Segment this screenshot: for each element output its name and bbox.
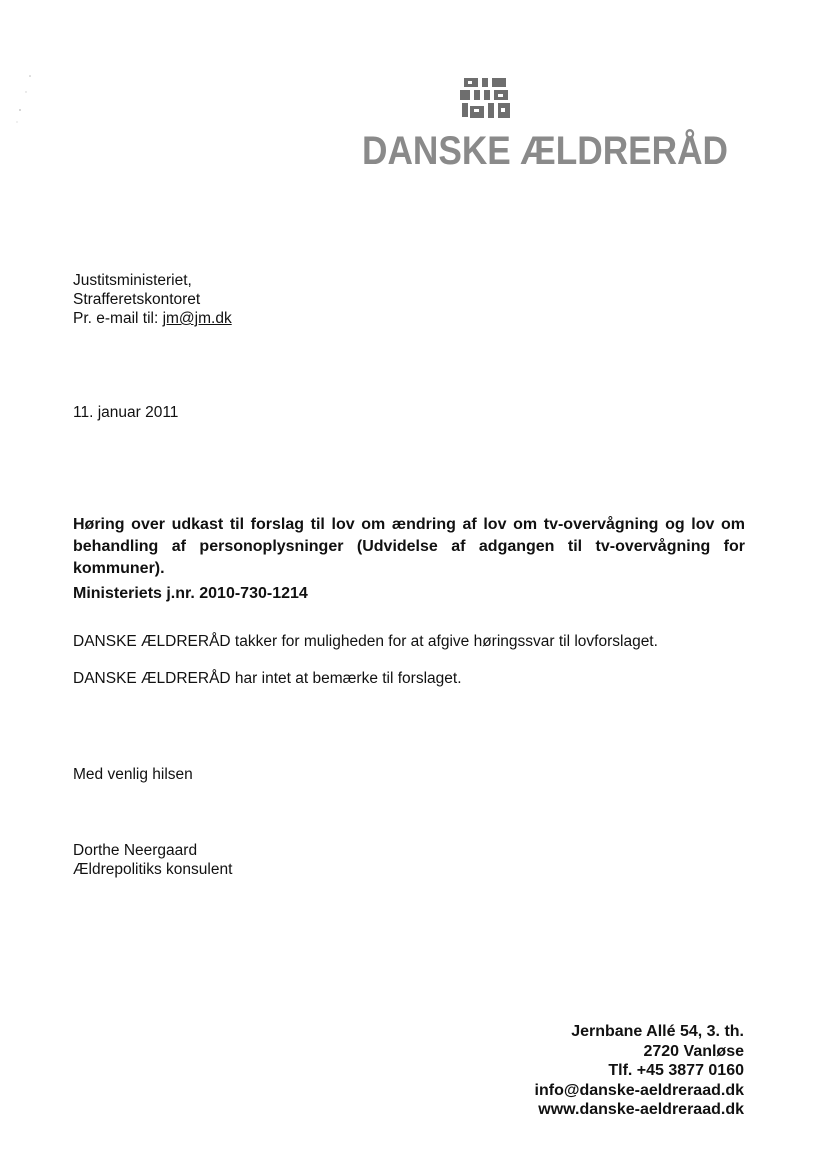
footer-phone: Tlf. +45 3877 0160	[608, 1062, 744, 1079]
footer-website-link[interactable]: www.danske-aeldreraad.dk	[538, 1101, 744, 1118]
organization-logo	[362, 76, 778, 173]
footer-contact	[535, 1022, 744, 1120]
signer-title: Ældrepolitiks konsulent	[73, 861, 233, 878]
logo-wordmark-text: DANSKE ÆLDRERÅD	[362, 129, 778, 173]
footer-address: Jernbane Allé 54, 3. th.	[571, 1023, 744, 1040]
signature-block	[73, 841, 232, 879]
footer-email-link[interactable]: info@danske-aeldreraad.dk	[534, 1081, 744, 1099]
footer-city: 2720 Vanløse	[643, 1042, 744, 1060]
journal-number: Ministeriets j.nr. 2010-730-1214	[73, 585, 308, 602]
recipient-email-line	[73, 309, 232, 328]
scan-specks	[8, 70, 38, 130]
letter-date: 11. januar 2011	[73, 404, 179, 421]
recipient-block	[73, 271, 232, 328]
signer-name: Dorthe Neergaard	[73, 842, 198, 859]
closing-greeting: Med venlig hilsen	[73, 766, 193, 783]
logo-mark-icon	[458, 76, 514, 122]
email-prefix: Pr. e-mail til:	[73, 310, 163, 327]
recipient-email-link[interactable]: jm@jm.dk	[162, 310, 232, 327]
recipient-line: Justitsministeriet,	[73, 272, 192, 289]
letter-subject: Høring over udkast til forslag til lov om ændring af lov om tv-overvågning og lov om behandling af personoplysninger (Udvidelse af adgangen til tv-overvågning for kommuner).	[73, 516, 745, 577]
body-paragraph: DANSKE ÆLDRERÅD har intet at bemærke til forslaget.	[73, 670, 462, 687]
recipient-line: Strafferetskontoret	[73, 291, 201, 308]
logo-wordmark	[362, 126, 778, 173]
body-paragraph: DANSKE ÆLDRERÅD takker for muligheden for at afgive høringssvar til lovforslaget.	[73, 633, 658, 650]
